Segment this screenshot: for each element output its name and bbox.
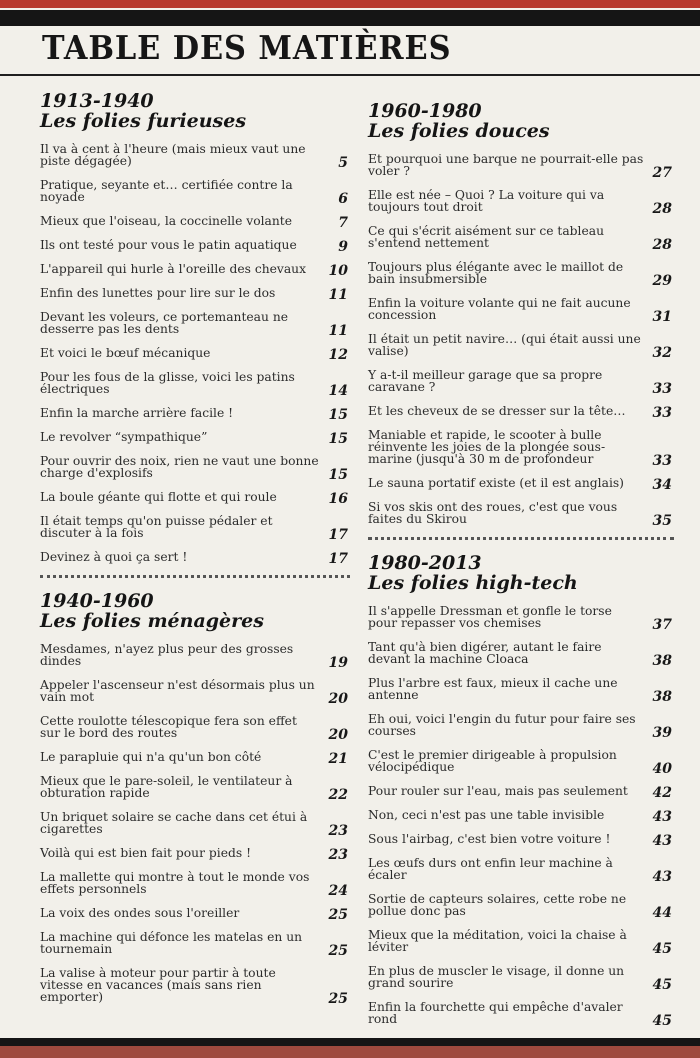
toc-entry: [40, 370, 350, 399]
section-heading: [368, 102, 674, 141]
toc-entry: [40, 678, 350, 707]
page-number: 11: [328, 287, 348, 303]
toc-entry: [368, 224, 674, 253]
entry-title: Mieux que l'oiseau, la coccinelle volante: [40, 214, 293, 228]
page-number: 33: [652, 381, 672, 397]
toc-entry: [40, 430, 350, 447]
section-name: Les folies high-tech: [368, 572, 578, 594]
toc-entry: [40, 346, 350, 363]
section-1960-1980: [368, 100, 674, 529]
toc-entry: [368, 784, 674, 801]
page-number: 15: [328, 467, 348, 483]
entry-title: Elle est née – Quoi ? La voiture qui va toujours tout droit: [368, 188, 605, 214]
section-heading: [40, 592, 350, 631]
toc-entry: [40, 774, 350, 803]
section-years: 1913-1940: [40, 90, 154, 112]
section-heading: [368, 554, 674, 593]
toc-entry: [40, 642, 350, 671]
entry-title: Tant qu'à bien digérer, autant le faire devant la machine Cloaca: [368, 640, 602, 666]
toc-entry: [368, 856, 674, 885]
toc-entry: [368, 892, 674, 921]
entry-title: Il était temps qu'on puisse pédaler et discuter à la fois: [40, 514, 273, 540]
toc-entry: [368, 640, 674, 669]
bottom-black-rule: [0, 1038, 700, 1046]
dotted-separator: [368, 537, 674, 540]
entry-title: C'est le premier dirigeable à propulsion vélocipédique: [368, 748, 617, 774]
page-number: 12: [328, 347, 348, 363]
toc-entry: [40, 930, 350, 959]
entry-title: Y a-t-il meilleur garage que sa propre caravane ?: [368, 368, 603, 394]
entry-title: Les œufs durs ont enfin leur machine à écaler: [368, 856, 613, 882]
entry-title: Un briquet solaire se cache dans cet étui à cigarettes: [40, 810, 308, 836]
page-number: 38: [652, 689, 672, 705]
page-number: 17: [328, 551, 348, 567]
toc-entry: [368, 152, 674, 181]
entry-title: Il s'appelle Dressman et gonfle le torse pour repasser vos chemises: [368, 604, 612, 630]
toc-entry: [40, 286, 350, 303]
entry-title: Et pourquoi une barque ne pourrait-elle pas voler ?: [368, 152, 644, 178]
page-number: 15: [328, 407, 348, 423]
page-number: 35: [652, 513, 672, 529]
entry-title: Enfin la fourchette qui empêche d'avaler rond: [368, 1000, 623, 1026]
toc-entry: [368, 260, 674, 289]
entry-title: Pour rouler sur l'eau, mais pas seulement: [368, 784, 628, 798]
entry-title: Enfin la voiture volante qui ne fait aucune concession: [368, 296, 631, 322]
section-name: Les folies douces: [368, 120, 550, 142]
entry-title: Le sauna portatif existe (et il est anglais): [368, 476, 624, 490]
entry-title: Et les cheveux de se dresser sur la tête…: [368, 404, 626, 418]
page-number: 29: [652, 273, 672, 289]
toc-entry: [368, 808, 674, 825]
toc-entry: [40, 870, 350, 899]
section-name: Les folies furieuses: [40, 110, 247, 132]
toc-entry: [40, 238, 350, 255]
page-number: 32: [652, 345, 672, 361]
toc-list: [368, 152, 674, 529]
page-number: 23: [328, 847, 348, 863]
page-number: 43: [652, 833, 672, 849]
page-number: 45: [652, 1013, 672, 1029]
page-number: 25: [328, 943, 348, 959]
toc-entry: [40, 714, 350, 743]
page-number: 40: [652, 761, 672, 777]
section-years: 1940-1960: [40, 590, 154, 612]
entry-title: Enfin la marche arrière facile !: [40, 406, 234, 420]
toc-entry: [368, 1000, 674, 1029]
toc-entry: [40, 750, 350, 767]
toc-entry: [368, 500, 674, 529]
page-number: 19: [328, 655, 348, 671]
entry-title: L'appareil qui hurle à l'oreille des chevaux: [40, 262, 307, 276]
section-heading: [40, 92, 350, 131]
toc-entry: [368, 928, 674, 957]
entry-title: Maniable et rapide, le scooter à bulle réinvente les joies de la plongée sous-marine (jusqu'à 30 m de profondeur: [368, 428, 606, 466]
entry-title: Mieux que le pare-soleil, le ventilateur à obturation rapide: [40, 774, 293, 800]
page-title: TABLE DES MATIÈRES: [42, 28, 452, 67]
page-number: 7: [338, 215, 348, 231]
entry-title: Pratique, seyante et… certifiée contre la noyade: [40, 178, 293, 204]
toc-list: [368, 604, 674, 1029]
top-black-rule: [0, 10, 700, 26]
page-number: 38: [652, 653, 672, 669]
page-number: 17: [328, 527, 348, 543]
entry-title: En plus de muscler le visage, il donne un grand sourire: [368, 964, 625, 990]
toc-entry: [40, 490, 350, 507]
toc-entry: [368, 428, 674, 469]
toc-entry: [40, 142, 350, 171]
toc-entry: [40, 966, 350, 1007]
toc-entry: [368, 748, 674, 777]
page-number: 6: [338, 191, 348, 207]
entry-title: Le revolver “sympathique”: [40, 430, 208, 444]
page-number: 11: [328, 323, 348, 339]
page-number: 9: [338, 239, 348, 255]
page-number: 33: [652, 405, 672, 421]
entry-title: Pour les fous de la glisse, voici les patins électriques: [40, 370, 295, 396]
page-number: 44: [652, 905, 672, 921]
entry-title: Eh oui, voici l'engin du futur pour faire ses courses: [368, 712, 636, 738]
page-number: 34: [652, 477, 672, 493]
page-number: 5: [338, 155, 348, 171]
page-number: 16: [328, 491, 348, 507]
toc-entry: [40, 454, 350, 483]
entry-title: La mallette qui montre à tout le monde vos effets personnels: [40, 870, 310, 896]
toc-entry: [368, 296, 674, 325]
page-number: 10: [328, 263, 348, 279]
entry-title: La valise à moteur pour partir à toute vitesse en vacances (mais sans rien emporter): [40, 966, 276, 1004]
toc-entry: [368, 964, 674, 993]
page-number: 15: [328, 431, 348, 447]
section-1980-2013: [368, 552, 674, 1029]
toc-entry: [40, 214, 350, 231]
toc-list: [40, 142, 350, 567]
page-number: 37: [652, 617, 672, 633]
left-column: [40, 92, 350, 1015]
title-divider: [0, 74, 700, 76]
toc-entry: [40, 178, 350, 207]
page-number: 45: [652, 941, 672, 957]
page-number: 20: [328, 727, 348, 743]
toc-entry: [368, 368, 674, 397]
entry-title: Plus l'arbre est faux, mieux il cache une antenne: [368, 676, 618, 702]
page-number: 33: [652, 453, 672, 469]
entry-title: Ils ont testé pour vous le patin aquatique: [40, 238, 297, 252]
entry-title: Il était un petit navire… (qui était aussi une valise): [368, 332, 641, 358]
toc-entry: [40, 550, 350, 567]
toc-entry: [368, 832, 674, 849]
entry-title: Le parapluie qui n'a qu'un bon côté: [40, 750, 262, 764]
page-number: 28: [652, 201, 672, 217]
entry-title: La boule géante qui flotte et qui roule: [40, 490, 277, 504]
page-number: 43: [652, 809, 672, 825]
toc-entry: [368, 712, 674, 741]
entry-title: Devinez à quoi ça sert !: [40, 550, 188, 564]
toc-entry: [40, 810, 350, 839]
entry-title: Non, ceci n'est pas une table invisible: [368, 808, 605, 822]
section-name: Les folies ménagères: [40, 610, 264, 632]
entry-title: Toujours plus élégante avec le maillot de bain insubmersible: [368, 260, 624, 286]
page-number: 43: [652, 869, 672, 885]
entry-title: Pour ouvrir des noix, rien ne vaut une bonne charge d'explosifs: [40, 454, 319, 480]
entry-title: Appeler l'ascenseur n'est désormais plus un vain mot: [40, 678, 315, 704]
page-number: 25: [328, 907, 348, 923]
entry-title: La machine qui défonce les matelas en un tournemain: [40, 930, 303, 956]
toc-entry: [368, 476, 674, 493]
entry-title: Et voici le bœuf mécanique: [40, 346, 211, 360]
page-number: 24: [328, 883, 348, 899]
toc-entry: [40, 262, 350, 279]
toc-entry: [40, 514, 350, 543]
toc-entry: [368, 332, 674, 361]
toc-entry: [368, 404, 674, 421]
toc-entry: [368, 188, 674, 217]
toc-entry: [368, 604, 674, 633]
section-1940-1960: [40, 590, 350, 1007]
entry-title: Si vos skis ont des roues, c'est que vous faites du Skirou: [368, 500, 618, 526]
toc-entry: [40, 406, 350, 423]
entry-title: Ce qui s'écrit aisément sur ce tableau s'entend nettement: [368, 224, 605, 250]
section-years: 1980-2013: [368, 552, 482, 574]
page-number: 23: [328, 823, 348, 839]
page-number: 21: [328, 751, 348, 767]
entry-title: Devant les voleurs, ce portemanteau ne desserre pas les dents: [40, 310, 289, 336]
entry-title: Sous l'airbag, c'est bien votre voiture !: [368, 832, 611, 846]
dotted-separator: [40, 575, 350, 578]
page-number: 27: [652, 165, 672, 181]
entry-title: Mieux que la méditation, voici la chaise à léviter: [368, 928, 627, 954]
toc-entry: [368, 676, 674, 705]
bottom-color-band: [0, 1046, 700, 1058]
page-number: 20: [328, 691, 348, 707]
entry-title: Cette roulotte télescopique fera son effet sur le bord des routes: [40, 714, 297, 740]
page-number: 14: [328, 383, 348, 399]
page-number: 45: [652, 977, 672, 993]
toc-entry: [40, 846, 350, 863]
page-number: 28: [652, 237, 672, 253]
right-column: [368, 102, 674, 1037]
entry-title: Mesdames, n'ayez plus peur des grosses dindes: [40, 642, 294, 668]
entry-title: Voilà qui est bien fait pour pieds !: [40, 846, 252, 860]
entry-title: Enfin des lunettes pour lire sur le dos: [40, 286, 276, 300]
section-years: 1960-1980: [368, 100, 482, 122]
page-number: 25: [328, 991, 348, 1007]
page-number: 39: [652, 725, 672, 741]
section-1913-1940: [40, 90, 350, 567]
entry-title: Il va à cent à l'heure (mais mieux vaut une piste dégagée): [40, 142, 306, 168]
page-number: 42: [652, 785, 672, 801]
top-color-band: [0, 0, 700, 8]
entry-title: La voix des ondes sous l'oreiller: [40, 906, 240, 920]
page-number: 31: [652, 309, 672, 325]
entry-title: Sortie de capteurs solaires, cette robe ne pollue donc pas: [368, 892, 627, 918]
toc-entry: [40, 310, 350, 339]
page-number: 22: [328, 787, 348, 803]
toc-entry: [40, 906, 350, 923]
toc-list: [40, 642, 350, 1007]
